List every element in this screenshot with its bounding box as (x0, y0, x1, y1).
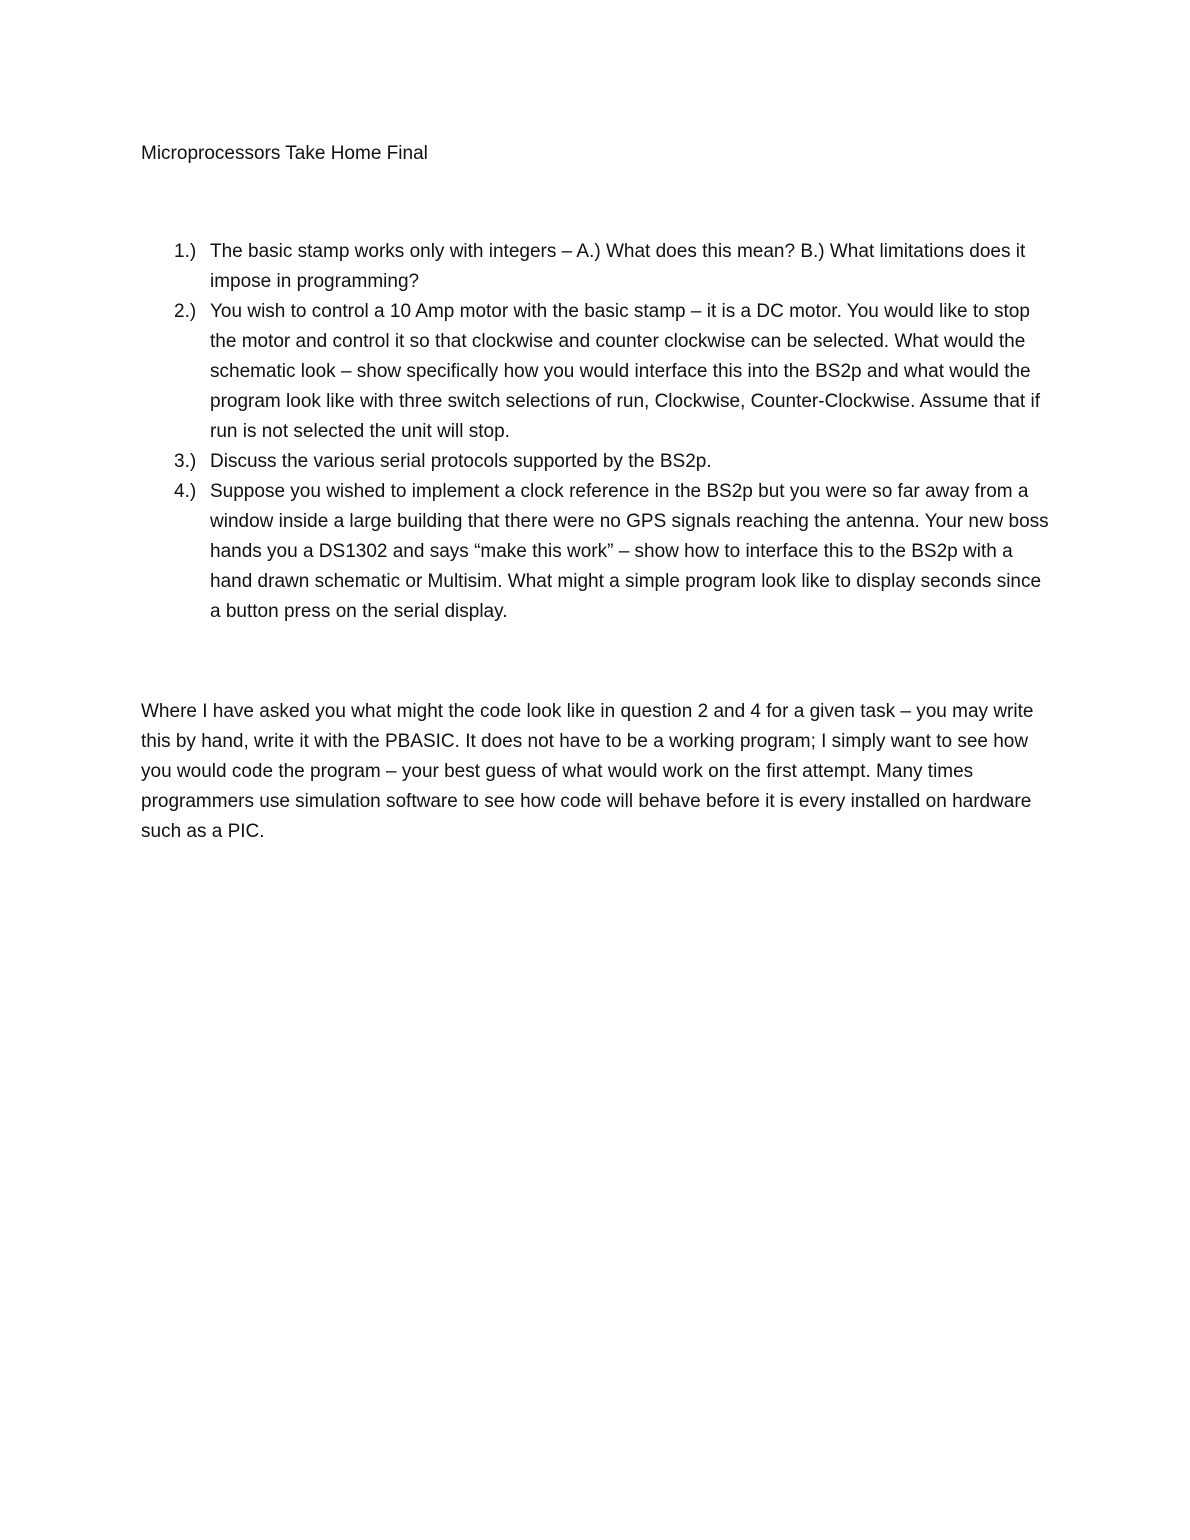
question-number: 1.) (174, 241, 197, 262)
question-item-2 (141, 297, 1056, 447)
question-text: You wish to control a 10 Amp motor with the basic stamp – it is a DC motor. You would like to stop the motor and control it so that clockwise and counter clockwise can be selected. What would the schematic look – show specifically how you would interface this into the BS2p and what would the program look like with three switch selections of run, Clockwise, Counter-Clockwise. Assume that if run is not selected the unit will stop. (210, 301, 1040, 442)
question-list (141, 237, 1056, 627)
question-text: Suppose you wished to implement a clock reference in the BS2p but you were so far away from a window inside a large building that there were no GPS signals reaching the antenna. Your new boss hands you a DS1302 and says “make this work” – show how to interface this to the BS2p with a hand drawn schematic or Multisim. What might a simple program look like to display seconds since a button press on the serial display. (210, 481, 1049, 622)
question-text: The basic stamp works only with integers – A.) What does this mean? B.) What limitations does it impose in programming? (210, 241, 1026, 292)
question-number: 4.) (174, 481, 197, 502)
question-item-3 (141, 447, 1056, 477)
closing-note: Where I have asked you what might the code look like in question 2 and 4 for a given task – you may write this by hand, write it with the PBASIC. It does not have to be a working program; I simply want to see how you would code the program – your best guess of what would work on the first attempt. Many times programmers use simulation software to see how code will behave before it is every installed on hardware such as a PIC. (141, 701, 1034, 842)
question-number: 2.) (174, 301, 197, 322)
document-title: Microprocessors Take Home Final (141, 143, 428, 164)
question-item-4 (141, 477, 1056, 627)
question-number: 3.) (174, 451, 197, 472)
question-text: Discuss the various serial protocols supported by the BS2p. (210, 451, 712, 472)
question-item-1 (141, 237, 1056, 297)
